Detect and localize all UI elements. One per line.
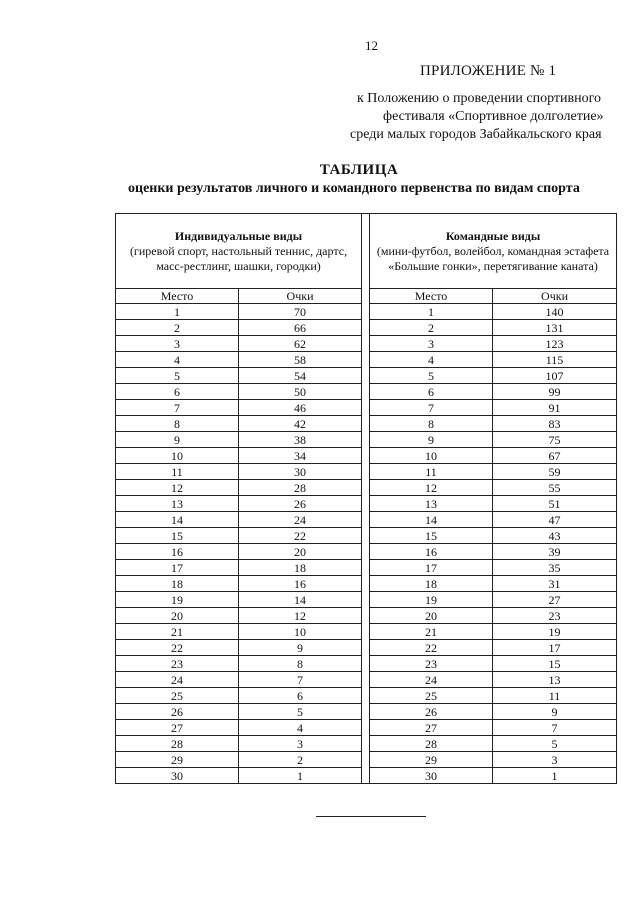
- individual-points-cell: 9: [239, 640, 362, 656]
- team-place-cell: 5: [370, 368, 493, 384]
- individual-place-cell: 18: [116, 576, 239, 592]
- page-number: 12: [365, 38, 378, 53]
- individual-points-cell: 34: [239, 448, 362, 464]
- individual-points-cell: 8: [239, 656, 362, 672]
- team-points-cell: 83: [493, 416, 617, 432]
- team-points-cell: 91: [493, 400, 617, 416]
- team-points-cell: 39: [493, 544, 617, 560]
- team-points-cell: 31: [493, 576, 617, 592]
- individual-place-cell: 4: [116, 352, 239, 368]
- individual-points-cell: 66: [239, 320, 362, 336]
- team-place-cell: 27: [370, 720, 493, 736]
- team-place-cell: 11: [370, 464, 493, 480]
- team-place-cell: 19: [370, 592, 493, 608]
- team-place-cell: 4: [370, 352, 493, 368]
- team-points-cell: 51: [493, 496, 617, 512]
- team-place-cell: 10: [370, 448, 493, 464]
- team-points-cell: 15: [493, 656, 617, 672]
- individual-points-cell: 24: [239, 512, 362, 528]
- individual-place-cell: 5: [116, 368, 239, 384]
- individual-place-cell: 9: [116, 432, 239, 448]
- team-group-description: (мини-футбол, волейбол, командная эстафета «Большие гонки», перетягивание каната): [376, 243, 610, 273]
- appendix-title: ПРИЛОЖЕНИЕ № 1: [420, 63, 557, 79]
- individual-place-cell: 24: [116, 672, 239, 688]
- team-points-cell: 59: [493, 464, 617, 480]
- team-place-cell: 7: [370, 400, 493, 416]
- team-place-cell: 2: [370, 320, 493, 336]
- individual-place-cell: 30: [116, 768, 239, 784]
- team-points-cell: 107: [493, 368, 617, 384]
- individual-place-cell: 21: [116, 624, 239, 640]
- document-title: ТАБЛИЦА: [319, 162, 399, 178]
- individual-place-cell: 13: [116, 496, 239, 512]
- team-points-cell: 9: [493, 704, 617, 720]
- team-group-title: Командные виды: [445, 228, 541, 243]
- individual-points-cell: 2: [239, 752, 362, 768]
- individual-group-title: Индивидуальные виды: [174, 228, 303, 243]
- team-points-cell: 140: [493, 304, 617, 320]
- individual-group-description: (гиревой спорт, настольный теннис, дартс, масс-рестлинг, шашки, городки): [129, 243, 348, 273]
- team-place-cell: 8: [370, 416, 493, 432]
- individual-points-cell: 12: [239, 608, 362, 624]
- individual-points-cell: 54: [239, 368, 362, 384]
- team-place-cell: 28: [370, 736, 493, 752]
- appendix-line: среди малых городов Забайкальского края: [350, 127, 602, 142]
- team-place-cell: 1: [370, 304, 493, 320]
- individual-points-cell: 58: [239, 352, 362, 368]
- individual-points-cell: 6: [239, 688, 362, 704]
- individual-place-cell: 17: [116, 560, 239, 576]
- team-header-cell: [370, 214, 617, 289]
- individual-place-cell: 10: [116, 448, 239, 464]
- individual-place-cell: 7: [116, 400, 239, 416]
- team-place-cell: 29: [370, 752, 493, 768]
- team-points-header: Очки: [493, 289, 617, 304]
- column-gap: [362, 214, 370, 784]
- team-place-cell: 22: [370, 640, 493, 656]
- individual-place-cell: 12: [116, 480, 239, 496]
- team-place-cell: 21: [370, 624, 493, 640]
- team-points-cell: 131: [493, 320, 617, 336]
- individual-points-cell: 26: [239, 496, 362, 512]
- individual-place-cell: 26: [116, 704, 239, 720]
- individual-points-cell: 18: [239, 560, 362, 576]
- team-points-cell: 3: [493, 752, 617, 768]
- team-place-cell: 30: [370, 768, 493, 784]
- team-points-cell: 75: [493, 432, 617, 448]
- team-place-cell: 18: [370, 576, 493, 592]
- team-points-cell: 47: [493, 512, 617, 528]
- individual-points-cell: 22: [239, 528, 362, 544]
- team-points-cell: 1: [493, 768, 617, 784]
- individual-place-cell: 14: [116, 512, 239, 528]
- team-points-cell: 23: [493, 608, 617, 624]
- individual-points-cell: 20: [239, 544, 362, 560]
- team-place-cell: 13: [370, 496, 493, 512]
- individual-points-cell: 30: [239, 464, 362, 480]
- individual-points-cell: 10: [239, 624, 362, 640]
- team-place-cell: 24: [370, 672, 493, 688]
- individual-place-cell: 23: [116, 656, 239, 672]
- team-points-cell: 11: [493, 688, 617, 704]
- individual-points-cell: 7: [239, 672, 362, 688]
- team-points-cell: 123: [493, 336, 617, 352]
- individual-place-cell: 8: [116, 416, 239, 432]
- team-place-header: Место: [370, 289, 493, 304]
- team-points-cell: 99: [493, 384, 617, 400]
- individual-points-cell: 38: [239, 432, 362, 448]
- individual-place-cell: 1: [116, 304, 239, 320]
- team-points-cell: 7: [493, 720, 617, 736]
- individual-points-cell: 50: [239, 384, 362, 400]
- individual-place-cell: 25: [116, 688, 239, 704]
- individual-points-cell: 14: [239, 592, 362, 608]
- individual-place-cell: 27: [116, 720, 239, 736]
- team-points-cell: 5: [493, 736, 617, 752]
- individual-points-cell: 62: [239, 336, 362, 352]
- individual-points-cell: 3: [239, 736, 362, 752]
- appendix-line: к Положению о проведении спортивного: [357, 91, 602, 106]
- team-place-cell: 15: [370, 528, 493, 544]
- document-subtitle: оценки результатов личного и командного первенства по видам спорта: [128, 181, 580, 196]
- team-place-cell: 23: [370, 656, 493, 672]
- team-points-cell: 67: [493, 448, 617, 464]
- individual-place-cell: 20: [116, 608, 239, 624]
- individual-place-cell: 28: [116, 736, 239, 752]
- individual-points-cell: 5: [239, 704, 362, 720]
- individual-points-cell: 1: [239, 768, 362, 784]
- appendix-line: фестиваля «Спортивное долголетие»: [383, 109, 604, 124]
- team-points-cell: 19: [493, 624, 617, 640]
- individual-points-cell: 28: [239, 480, 362, 496]
- team-place-cell: 17: [370, 560, 493, 576]
- signature-separator-line: [316, 816, 426, 817]
- individual-place-cell: 22: [116, 640, 239, 656]
- team-place-cell: 25: [370, 688, 493, 704]
- team-place-cell: 9: [370, 432, 493, 448]
- team-place-cell: 6: [370, 384, 493, 400]
- team-place-cell: 12: [370, 480, 493, 496]
- individual-place-cell: 29: [116, 752, 239, 768]
- individual-place-cell: 19: [116, 592, 239, 608]
- team-points-cell: 13: [493, 672, 617, 688]
- individual-points-cell: 16: [239, 576, 362, 592]
- individual-points-header: Очки: [239, 289, 362, 304]
- individual-points-cell: 42: [239, 416, 362, 432]
- individual-place-cell: 2: [116, 320, 239, 336]
- individual-place-cell: 3: [116, 336, 239, 352]
- team-place-cell: 26: [370, 704, 493, 720]
- team-place-cell: 20: [370, 608, 493, 624]
- individual-points-cell: 4: [239, 720, 362, 736]
- team-points-cell: 115: [493, 352, 617, 368]
- individual-points-cell: 70: [239, 304, 362, 320]
- team-points-cell: 55: [493, 480, 617, 496]
- team-place-cell: 3: [370, 336, 493, 352]
- individual-header-cell: [116, 214, 362, 289]
- team-points-cell: 17: [493, 640, 617, 656]
- team-points-cell: 27: [493, 592, 617, 608]
- individual-place-cell: 16: [116, 544, 239, 560]
- team-points-cell: 35: [493, 560, 617, 576]
- scores-table: [115, 213, 617, 784]
- team-place-cell: 14: [370, 512, 493, 528]
- individual-place-cell: 11: [116, 464, 239, 480]
- individual-points-cell: 46: [239, 400, 362, 416]
- individual-place-cell: 6: [116, 384, 239, 400]
- team-points-cell: 43: [493, 528, 617, 544]
- team-place-cell: 16: [370, 544, 493, 560]
- individual-place-header: Место: [116, 289, 239, 304]
- individual-place-cell: 15: [116, 528, 239, 544]
- table-group-header-row: [116, 214, 617, 289]
